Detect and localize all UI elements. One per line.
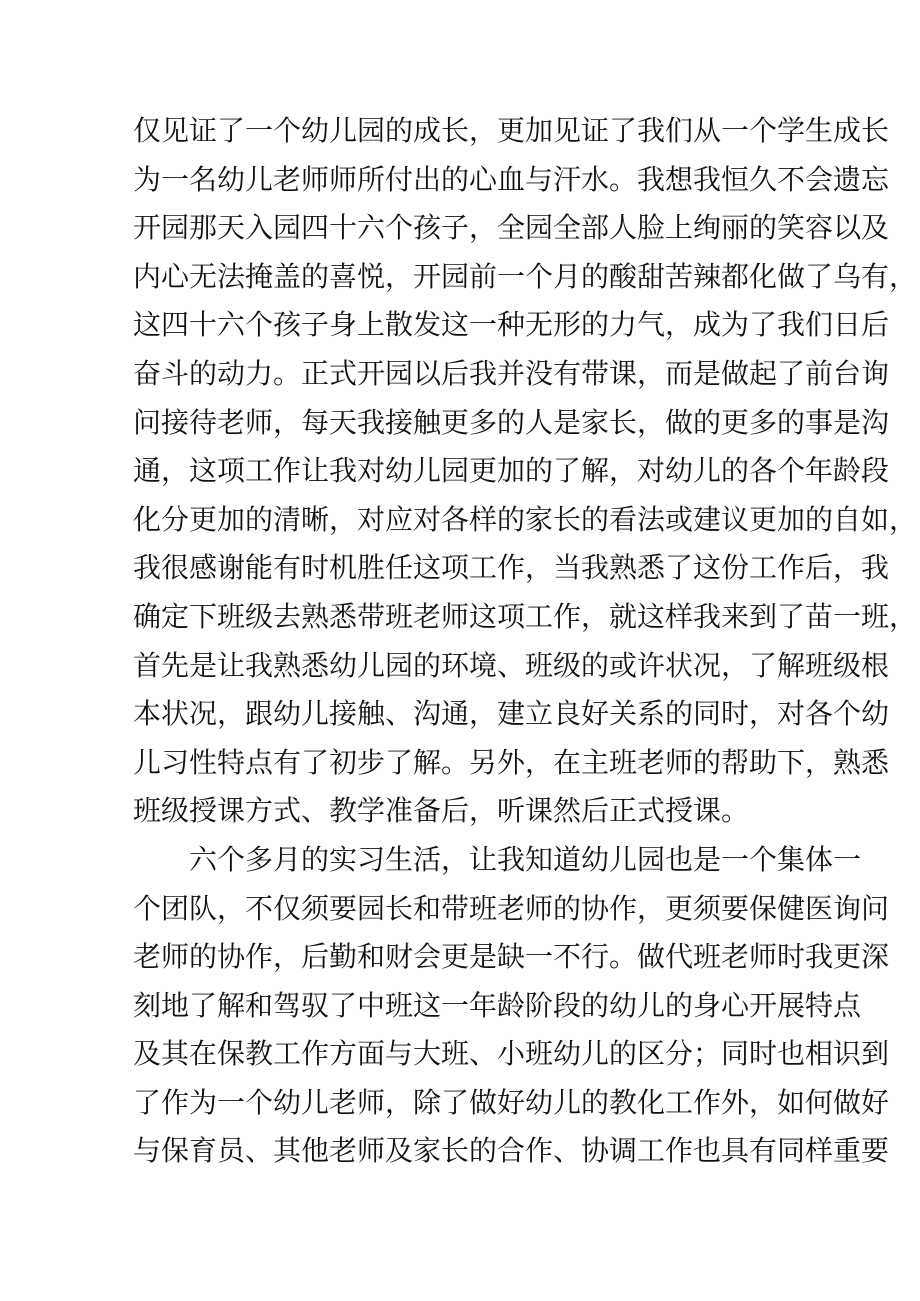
text-line: 我很感谢能有时机胜任这项工作，当我熟悉了这份工作后，我 (133, 551, 890, 585)
text-line: 开园那天入园四十六个孩子，全园全部人脸上绚丽的笑容以及 (133, 211, 890, 245)
text-line: 了作为一个幼儿老师，除了做好幼儿的教化工作外，如何做好 (133, 1085, 890, 1119)
text-line: 内心无法掩盖的喜悦，开园前一个月的酸甜苦辣都化做了乌有， (133, 259, 918, 293)
text-line: 奋斗的动力。正式开园以后我并没有带课，而是做起了前台询 (133, 356, 890, 390)
text-line: 及其在保教工作方面与大班、小班幼儿的区分；同时也相识到 (133, 1037, 890, 1071)
paragraph-1 (133, 107, 918, 836)
text-line: 确定下班级去熟悉带班老师这项工作，就这样我来到了苗一班， (133, 599, 918, 633)
paragraph-2 (133, 836, 890, 1176)
text-line: 个团队，不仅须要园长和带班老师的协作，更须要保健医询问 (133, 891, 890, 925)
text-line: 问接待老师，每天我接触更多的人是家长，做的更多的事是沟 (133, 405, 890, 439)
text-line: 儿习性特点有了初步了解。另外，在主班老师的帮助下，熟悉 (133, 745, 890, 779)
text-line: 这四十六个孩子身上散发这一种无形的力气，成为了我们日后 (133, 308, 890, 342)
text-line: 通，这项工作让我对幼儿园更加的了解，对幼儿的各个年龄段 (133, 454, 890, 488)
text-line: 仅见证了一个幼儿园的成长，更加见证了我们从一个学生成长 (133, 114, 890, 147)
text-line: 老师的协作，后勤和财会更是缺一不行。做代班老师时我更深 (133, 940, 890, 974)
text-line: 化分更加的清晰，对应对各样的家长的看法或建议更加的自如， (133, 502, 918, 536)
text-line: 本状况，跟幼儿接触、沟通，建立良好关系的同时，对各个幼 (133, 697, 890, 731)
document-body (133, 107, 918, 1176)
text-line: 与保育员、其他老师及家长的合作、协调工作也具有同样重要 (133, 1134, 890, 1168)
text-line: 班级授课方式、教学准备后，听课然后正式授课。 (133, 794, 750, 828)
text-line: 六个多月的实习生活，让我知道幼儿园也是一个集体一 (189, 842, 862, 876)
text-line: 为一名幼儿老师师所付出的心血与汗水。我想我恒久不会遗忘 (133, 162, 890, 196)
text-line: 刻地了解和驾驭了中班这一年龄阶段的幼儿的身心开展特点 (133, 988, 862, 1022)
text-line: 首先是让我熟悉幼儿园的环境、班级的或许状况，了解班级根 (133, 648, 890, 682)
